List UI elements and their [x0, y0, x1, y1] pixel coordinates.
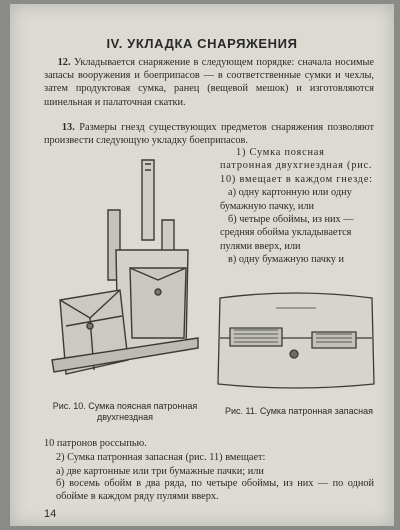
- figure-11-reserve-pouch-drawing: [216, 288, 376, 392]
- figure-11-caption: Рис. 11. Сумка патронная запасная: [224, 406, 374, 416]
- item-1c-text: в) одну бумажную пачку и: [228, 254, 345, 266]
- paragraph-13-number: 13.: [61, 122, 75, 133]
- item-2a-text: а) две картонные или три бумажные пачки; или: [56, 466, 264, 477]
- paragraph-12: [44, 56, 374, 109]
- section-heading: IV. УКЛАДКА СНАРЯЖЕНИЯ: [106, 36, 298, 51]
- item-2b-text: б) восемь обойм в два ряда, по четыре обоймы, из них — по одной обойме в каждом ряду пулями вверх.: [56, 478, 374, 503]
- item-1-text: 1) Сумка поясная патронная двухгнездная (рис. 10) вмещает в каждом гнезде:: [220, 147, 373, 185]
- figure-10-belt-pouch-drawing: [50, 150, 200, 400]
- paragraph-12-number: 12.: [57, 57, 71, 68]
- page-number: 14: [44, 508, 57, 520]
- paragraph-12-text: Укладывается снаряжение в следующем порядке: сначала носимые запасы вооружения и боеприпасов — в соответственные сумки и чехлы, затем продуктовая сумка, ранец (вещевой мешок) и изготовляются шинельная и палаточная скатки.: [44, 57, 375, 108]
- item-2-text: 2) Сумка патронная запасная (рис. 11) вмещает:: [56, 452, 266, 463]
- paragraph-13: [44, 121, 374, 147]
- item-1c-continuation: 10 патронов россыпью.: [44, 438, 147, 449]
- right-column-text: [220, 146, 375, 267]
- paragraph-13-text: Размеры гнезд существующих предметов снаряжения позволяют произвести следующую укладку боеприпасов.: [44, 122, 375, 147]
- item-1b-text: б) четыре обоймы, из них — средняя обойма укладывается пулями вверх, или: [220, 214, 354, 252]
- item-1a-text: а) одну картонную или одну бумажную пачку, или: [220, 187, 352, 212]
- book-page: [10, 4, 394, 526]
- figure-10-caption: Рис. 10. Сумка поясная патронная двухгнездная: [52, 401, 198, 422]
